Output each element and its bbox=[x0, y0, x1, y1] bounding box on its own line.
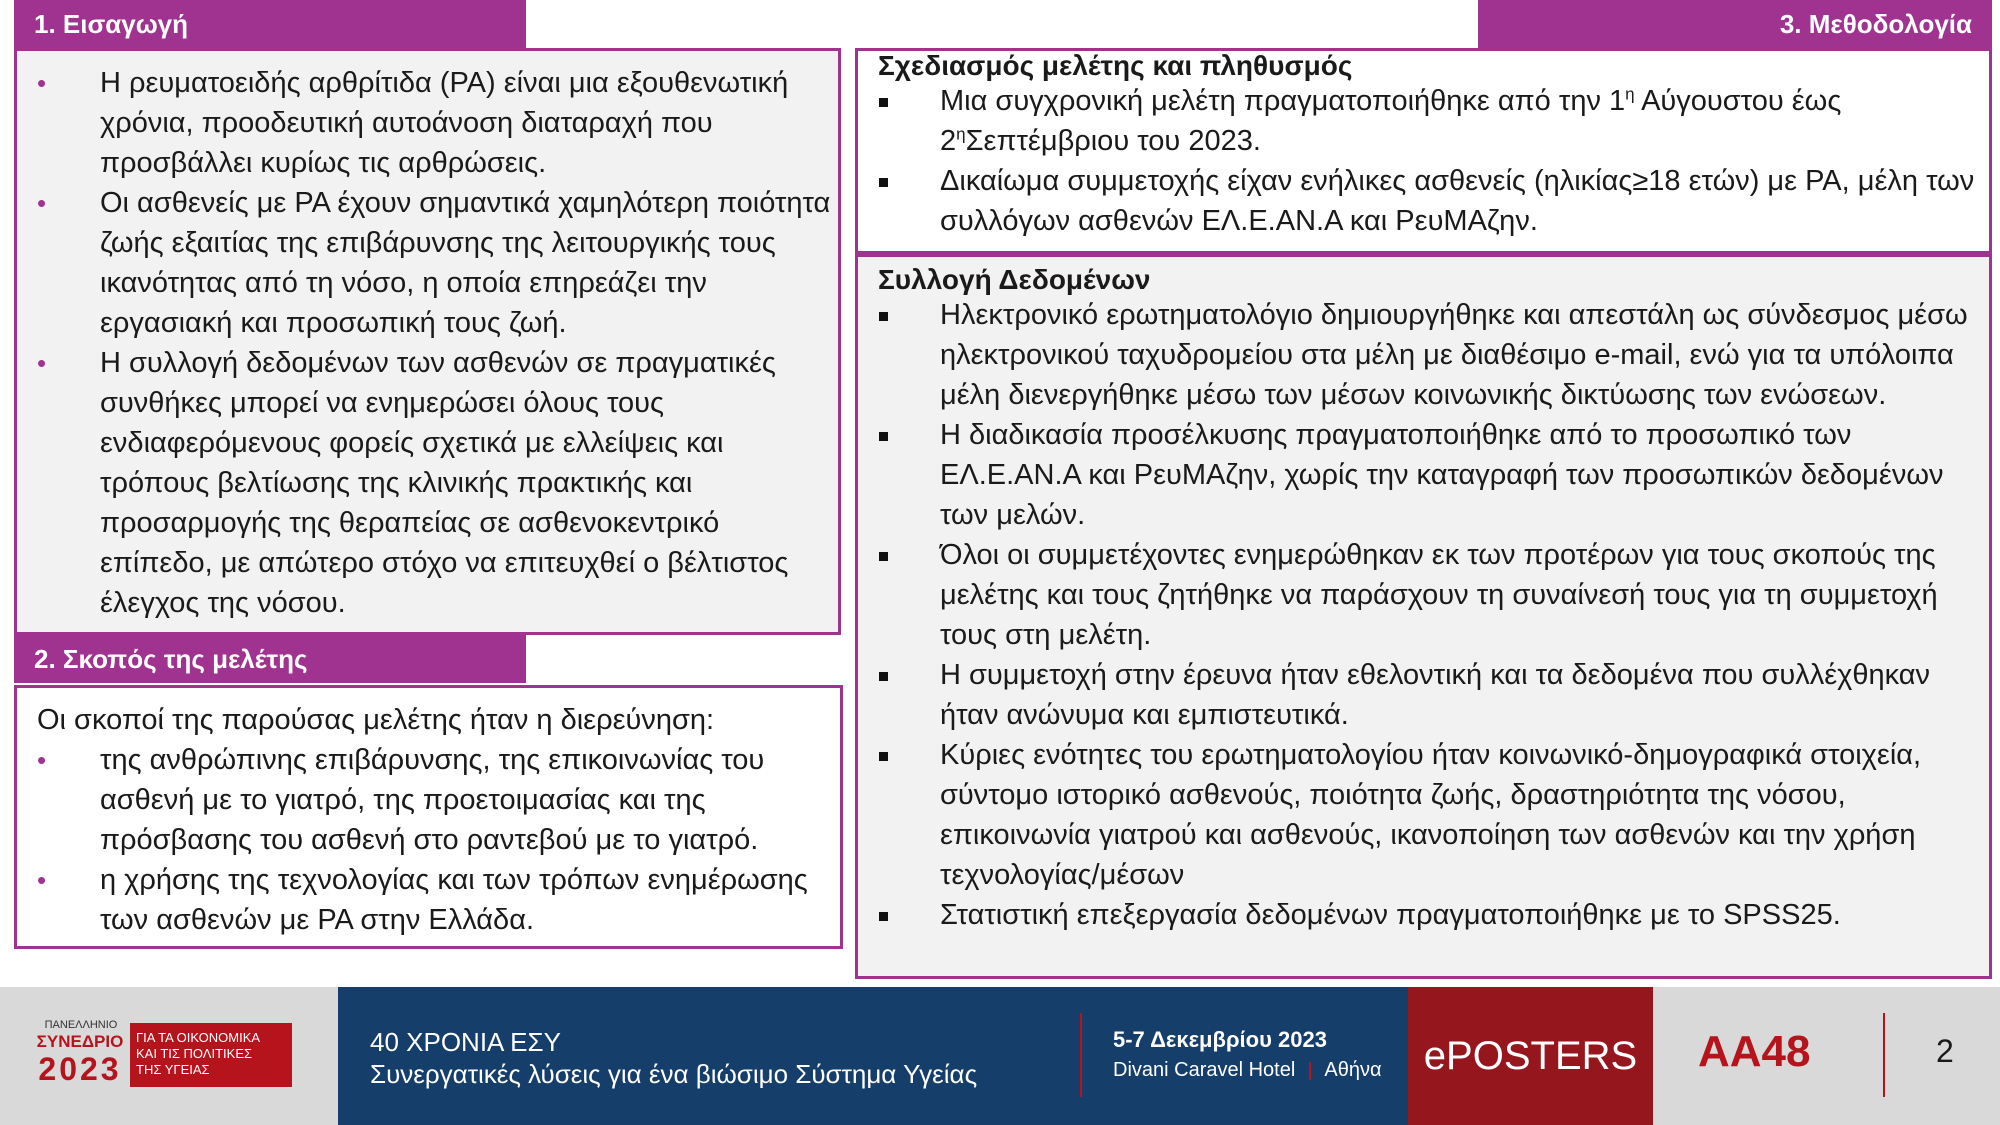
code-divider bbox=[1883, 1013, 1885, 1097]
intro-box bbox=[14, 48, 841, 635]
collection-bullet: Στατιστική επεξεργασία δεδομένων πραγματοποιήθηκε με το SPSS25. bbox=[858, 895, 1989, 935]
aim-lead: Οι σκοποί της παρούσας μελέτης ήταν η διερεύνηση: bbox=[37, 704, 715, 736]
design-title: Σχεδιασμός μελέτης και πληθυσμός bbox=[878, 50, 1353, 81]
aim-bullets bbox=[17, 740, 840, 940]
logo-top-text: ΠΑΝΕΛΛΗΝΙΟ bbox=[44, 1019, 118, 1031]
design-box bbox=[855, 48, 1992, 254]
methods-header: 3. Μεθοδολογία bbox=[1478, 0, 1992, 48]
collection-bullet: Η διαδικασία προσέλκυσης πραγματοποιήθηκε από το προσωπικό των ΕΛ.Ε.ΑΝ.Α και ΡευΜΑζην, χωρίς την καταγραφή των προσωπικών δεδομένων των μελών. bbox=[858, 415, 1989, 535]
logo-line: ΤΗΣ ΥΓΕΙΑΣ bbox=[136, 1062, 210, 1077]
design-bullet: Μια συγχρονική μελέτη πραγματοποιήθηκε από την $1^\eta$ Αύγουστου έως $2^\eta\Sigma\varepsilon\pi\tau έ\mu\beta\rho\iota o\upsilon$ του 2023. bbox=[858, 81, 1989, 161]
logo-name-text: ΣΥΝΕΔΡΙΟ bbox=[36, 1032, 124, 1051]
logo-line: ΓΙΑ ΤΑ ΟΙΚΟΝΟΜΙΚΑ bbox=[136, 1030, 261, 1045]
intro-bullets bbox=[17, 63, 838, 623]
aim-box bbox=[14, 685, 843, 949]
conference-logo bbox=[0, 987, 338, 1125]
page-number: 2 bbox=[1936, 1033, 1954, 1069]
collection-bullet: Η συμμετοχή στην έρευνα ήταν εθελοντική και τα δεδομένα που συλλέχθηκαν ήταν ανώνυμα και εμπιστευτικά. bbox=[858, 655, 1989, 735]
collection-bullet: Όλοι οι συμμετέχοντες ενημερώθηκαν εκ των προτέρων για τους σκοπούς της μελέτης και τους ζητήθηκε να παράσχουν τη συναίνεσή τους για τη συμμετοχή τους στη μελέτη. bbox=[858, 535, 1989, 655]
intro-bullet: • Οι ασθενείς με ΡΑ έχουν σημαντικά χαμηλότερη ποιότητα ζωής εξαιτίας της επιβάρυνσης της λειτουργικής τους ικανότητας από τη νόσο, η οποία επηρεάζει την εργασιακή και προσωπική τους ζωή. bbox=[17, 183, 838, 343]
design-bullets bbox=[858, 81, 1989, 241]
conference-subtitle: Συνεργατικές λύσεις για ένα βιώσιμο Σύστημα Υγείας bbox=[370, 1059, 978, 1089]
poster-code-panel bbox=[1653, 987, 2000, 1125]
logo-line: ΚΑΙ ΤΙΣ ΠΟΛΙΤΙΚΕΣ bbox=[136, 1046, 253, 1061]
logo-red-box bbox=[130, 1023, 292, 1087]
conference-venue-line bbox=[1113, 1059, 1382, 1082]
conference-venue: Divani Caravel Hotel bbox=[1113, 1059, 1296, 1081]
logo-year-text: 2023 bbox=[38, 1051, 122, 1087]
footer-bar bbox=[0, 987, 2000, 1125]
conference-city: Αθήνα bbox=[1324, 1059, 1382, 1081]
collection-title: Συλλογή Δεδομένων bbox=[878, 264, 1151, 295]
venue-separator bbox=[1309, 1062, 1311, 1080]
collection-bullet: Κύριες ενότητες του ερωτηματολογίου ήταν κοινωνικό-δημογραφικά στοιχεία, σύντομο ιστορικό ασθενούς, ποιότητα ζωής, δραστηριότητα της νόσου, επικοινωνία γιατρού και ασθενούς, ικανοποίηση των ασθενών και την χρήση τεχνολογίας/μέσων bbox=[858, 735, 1989, 895]
collection-bullet: Ηλεκτρονικό ερωτηματολόγιο δημιουργήθηκε και απεστάλη ως σύνδεσμος μέσω ηλεκτρονικού ταχυδρομείου στα μέλη με διαθέσιμο e-mail, ενώ για τα υπόλοιπα μέλη διενεργήθηκε μέσω των μέσων κοινωνικής δικτύωσης των ενώσεων. bbox=[858, 295, 1989, 415]
intro-bullet: • Η ρευματοειδής αρθρίτιδα (ΡΑ) είναι μια εξουθενωτική χρόνια, προοδευτική αυτοάνοση διαταραχή που προσβάλλει κυρίως τις αρθρώσεις. bbox=[17, 63, 838, 183]
conference-banner bbox=[338, 987, 1408, 1125]
banner-divider bbox=[1080, 1013, 1082, 1097]
collection-bullets bbox=[858, 295, 1989, 935]
intro-bullet: • Η συλλογή δεδομένων των ασθενών σε πραγματικές συνθήκες μπορεί να ενημερώσει όλους τους ενδιαφερόμενους φορείς σχετικά με ελλείψεις και τρόπους βελτίωσης της κλινικής πρακτικής και προσαρμογής της θεραπείας σε ασθενοκεντρικό επίπεδο, με απώτερο στόχο να επιτευχθεί ο βέλτιστος έλεγχος της νόσου. bbox=[17, 343, 838, 623]
aim-header: 2. Σκοπός της μελέτης bbox=[14, 635, 526, 683]
conference-title: 40 ΧΡΟΝΙΑ ΕΣΥ bbox=[370, 1027, 561, 1057]
collection-box bbox=[855, 254, 1992, 979]
aim-bullet: • η χρήσης της τεχνολογίας και των τρόπων ενημέρωσης των ασθενών με ΡΑ στην Ελλάδα. bbox=[17, 860, 840, 940]
aim-bullet: • της ανθρώπινης επιβάρυνσης, της επικοινωνίας του ασθενή με το γιατρό, της προετοιμασίας και της πρόσβασης του ασθενή στο ραντεβού με το γιατρό. bbox=[17, 740, 840, 860]
conference-dates: 5-7 Δεκεμβρίου 2023 bbox=[1113, 1027, 1327, 1052]
intro-header: 1. Εισαγωγή bbox=[14, 0, 526, 48]
poster-code: ΑΑ48 bbox=[1698, 1027, 1811, 1076]
eposters-label: ePOSTERS bbox=[1408, 987, 1653, 1125]
design-bullet: Δικαίωμα συμμετοχής είχαν ενήλικες ασθενείς (ηλικίας≥18 ετών) με ΡΑ, μέλη των συλλόγων ασθενών ΕΛ.Ε.ΑΝ.Α και ΡευΜΑζην. bbox=[858, 161, 1989, 241]
